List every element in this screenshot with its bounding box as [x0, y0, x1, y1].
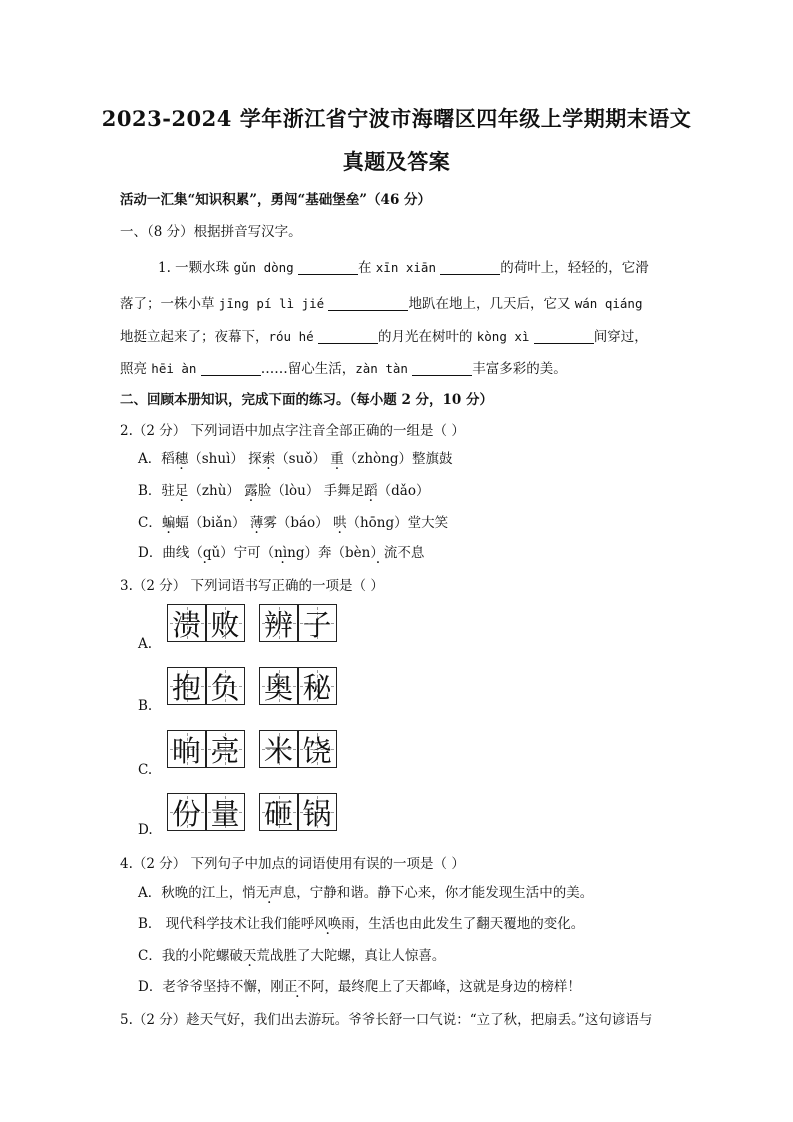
- tian-grid-cell: 米: [259, 730, 299, 768]
- pinyin-line-1: 1. 一颗水珠 gǔn dòng 在 xīn xiān 的荷叶上，轻轻的，它滑: [158, 260, 649, 276]
- q2-option-b[interactable]: B．驻足（zhù） 露脸（lòu） 手舞足蹈（dǎo）: [138, 483, 430, 499]
- q4-option-d[interactable]: D．老爷爷坚持不懈，刚正不阿，最终爬上了天都峰，这就是身边的榜样！: [138, 979, 581, 995]
- q3-option-a-word1: [168, 604, 245, 642]
- answer-blank-2[interactable]: [440, 260, 500, 275]
- question-3-stem: 3.（2 分） 下列词语书写正确的一项是（ ）: [120, 578, 384, 594]
- tian-grid-cell: 辨: [259, 604, 299, 642]
- tian-grid-cell: 饶: [297, 730, 337, 768]
- section2-heading: 二、回顾本册知识，完成下面的练习。（每小题 2 分，10 分）: [120, 392, 494, 408]
- q3-option-b-label[interactable]: B.: [138, 698, 153, 714]
- section1-heading: 一、（8 分）根据拼音写汉字。: [120, 224, 302, 240]
- tian-grid-cell: 溃: [167, 604, 207, 642]
- answer-blank-6[interactable]: [201, 361, 261, 376]
- q3-option-b-word2: [260, 667, 337, 705]
- q3-option-d-word1: [168, 793, 245, 831]
- answer-blank-5[interactable]: [534, 329, 594, 344]
- q3-option-d-word2: [260, 793, 337, 831]
- pinyin-line-3: 地挺立起来了；夜幕下，róu hé 的月光在树叶的 kòng xì 间穿过，: [120, 329, 648, 345]
- q2-option-a[interactable]: A．稻穗（shuì） 探索（suǒ） 重（zhòng）整旗鼓: [138, 451, 453, 467]
- pinyin-line-4: 照亮 hēi àn ……留心生活，zàn tàn 丰富多彩的美。: [120, 361, 567, 377]
- tian-grid-cell: 秘: [297, 667, 337, 705]
- q3-option-c-word2: [260, 730, 337, 768]
- question-2-stem: 2.（2 分） 下列词语中加点字注音全部正确的一组是（ ）: [120, 423, 465, 439]
- activity-heading: 活动一汇集“知识积累”，勇闯“基础堡垒”（46 分）: [120, 192, 432, 208]
- q3-option-b-word1: [168, 667, 245, 705]
- q3-option-a-word2: [260, 604, 337, 642]
- q4-option-a[interactable]: A．秋晚的江上，悄无声息，宁静和谐。静下心来，你才能发现生活中的美。: [138, 885, 594, 901]
- tian-grid-cell: 量: [205, 793, 245, 831]
- tian-grid-cell: 晌: [167, 730, 207, 768]
- tian-grid-cell: 败: [205, 604, 245, 642]
- q3-option-a-label[interactable]: A.: [138, 636, 153, 652]
- q2-option-d[interactable]: D．曲线（qǔ） ·宁可（nìng） ·奔（bèn）流不息 ·: [138, 541, 424, 561]
- tian-grid-cell: 抱: [167, 667, 207, 705]
- q3-option-c-label[interactable]: C.: [138, 762, 153, 778]
- question-4-stem: 4.（2 分） 下列句子中加点的词语使用有误的一项是（ ）: [120, 856, 465, 872]
- exam-title-line2: 真题及答案: [342, 149, 451, 174]
- q4-option-c[interactable]: C．我的小陀螺破天荒战胜了大陀螺，真让人惊喜。: [138, 948, 446, 964]
- tian-grid-cell: 份: [167, 793, 207, 831]
- answer-blank-7[interactable]: [412, 361, 472, 376]
- question-5-stem: 5.（2 分）趁天气好，我们出去游玩。爷爷长舒一口气说：“立了秋，把扇丢。”这句谚语与: [120, 1012, 653, 1028]
- q3-option-d-label[interactable]: D.: [138, 822, 153, 838]
- tian-grid-cell: 子: [297, 604, 337, 642]
- tian-grid-cell: 锅: [297, 793, 337, 831]
- tian-grid-cell: 砸: [259, 793, 299, 831]
- answer-blank-1[interactable]: [298, 260, 358, 275]
- q4-option-b[interactable]: B． 现代科学技术让我们能呼风唤雨，生活也由此发生了翻天覆地的变化。: [138, 916, 585, 932]
- exam-title-line1: 2023-2024 学年浙江省宁波市海曙区四年级上学期期末语文: [101, 106, 692, 131]
- answer-blank-4[interactable]: [318, 329, 378, 344]
- tian-grid-cell: 奥: [259, 667, 299, 705]
- q3-option-c-word1: [168, 730, 245, 768]
- q2-option-c[interactable]: C．蝙蝠（biǎn） 薄雾（báo） 哄（hōng）堂大笑: [138, 515, 449, 531]
- tian-grid-cell: 亮: [205, 730, 245, 768]
- pinyin-line-2: 落了；一株小草 jīng pí lì jié 地趴在地上，几天后，它又 wán qiáng: [120, 296, 643, 312]
- answer-blank-3[interactable]: [328, 296, 408, 311]
- tian-grid-cell: 负: [205, 667, 245, 705]
